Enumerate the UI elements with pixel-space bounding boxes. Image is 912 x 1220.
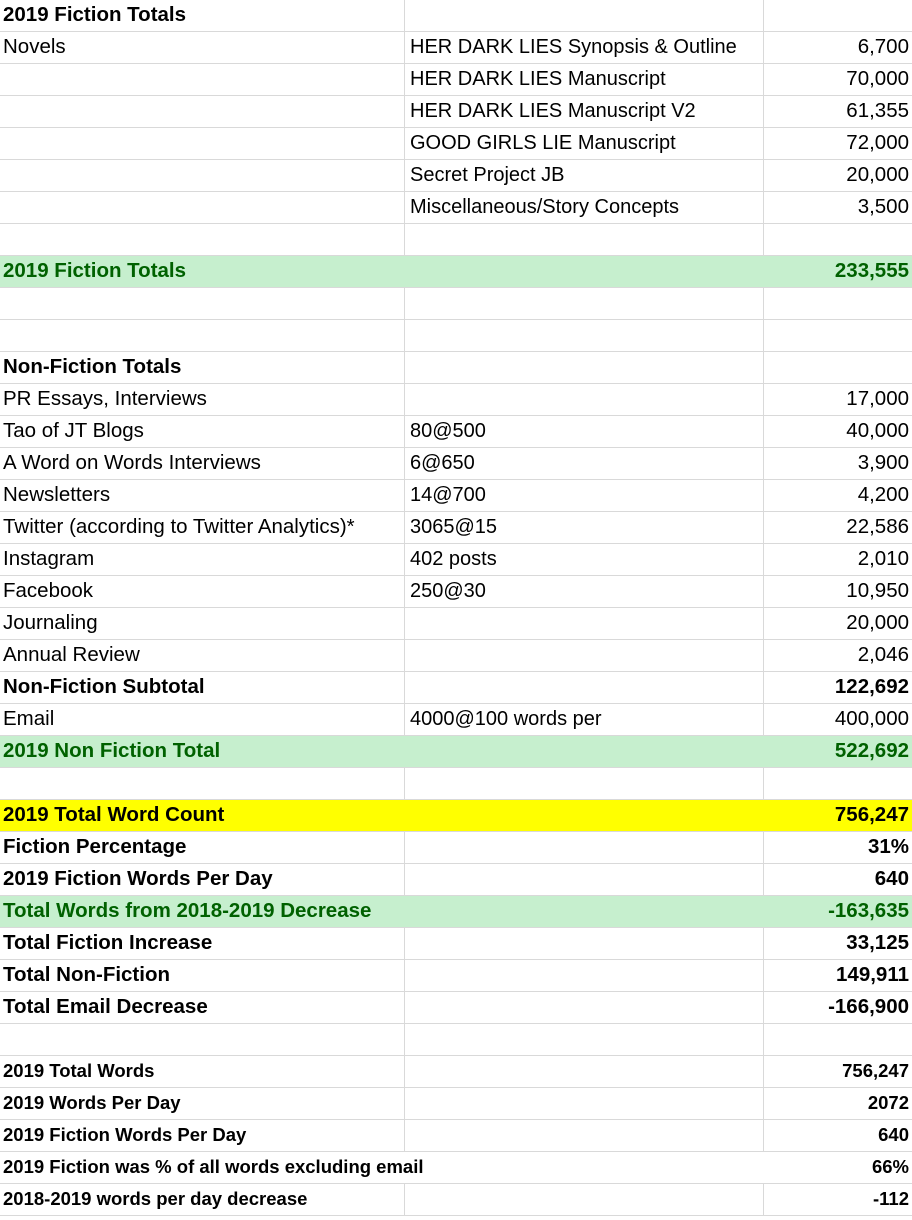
table-row <box>0 352 912 384</box>
cell-detail[interactable]: Secret Project JB <box>405 160 764 191</box>
cell-value[interactable]: 2,046 <box>857 643 909 666</box>
table-row <box>0 768 912 800</box>
cell-detail[interactable] <box>405 896 764 927</box>
table-row <box>0 896 912 928</box>
cell-detail[interactable] <box>405 384 764 415</box>
cell-detail[interactable] <box>405 768 764 799</box>
cell-detail[interactable]: 250@30 <box>405 576 764 607</box>
cell-label[interactable]: Total Fiction Increase <box>0 928 405 959</box>
cell-value[interactable]: 149,911 <box>836 963 909 986</box>
cell-detail[interactable] <box>405 1024 764 1055</box>
table-row <box>0 160 912 192</box>
cell-value[interactable]: 31% <box>867 835 909 858</box>
table-row <box>0 256 912 288</box>
cell-value[interactable] <box>764 1024 912 1055</box>
cell-label[interactable]: Facebook <box>0 576 405 607</box>
table-row <box>0 384 912 416</box>
cell-label[interactable]: Journaling <box>0 608 405 639</box>
cell-value[interactable] <box>764 320 912 351</box>
cell-detail[interactable] <box>405 1088 764 1119</box>
cell-detail[interactable]: HER DARK LIES Synopsis & Outline <box>405 32 764 63</box>
cell-value[interactable]: 3,900 <box>857 451 909 474</box>
table-row <box>0 448 912 480</box>
cell-label[interactable]: 2019 Total Word Count <box>0 800 405 831</box>
cell-label[interactable]: 2019 Fiction Totals <box>0 256 405 287</box>
table-row <box>0 32 912 64</box>
table-row <box>0 576 912 608</box>
table-row <box>0 288 912 320</box>
table-row <box>0 960 912 992</box>
table-row <box>0 416 912 448</box>
table-row <box>0 64 912 96</box>
cell-detail[interactable] <box>405 960 764 991</box>
cell-value[interactable]: 640 <box>874 867 909 890</box>
table-row <box>0 1184 912 1216</box>
cell-detail[interactable] <box>405 0 764 31</box>
cell-label[interactable]: 2019 Fiction Words Per Day <box>0 1120 405 1151</box>
cell-detail[interactable] <box>405 832 764 863</box>
cell-label[interactable]: 2019 Words Per Day <box>0 1088 405 1119</box>
table-row <box>0 224 912 256</box>
cell-detail[interactable]: GOOD GIRLS LIE Manuscript <box>405 128 764 159</box>
cell-detail[interactable] <box>405 352 764 383</box>
cell-detail[interactable]: 4000@100 words per <box>405 704 764 735</box>
cell-label[interactable] <box>0 224 405 255</box>
cell-detail[interactable] <box>405 256 764 287</box>
table-row <box>0 320 912 352</box>
cell-label[interactable]: Instagram <box>0 544 405 575</box>
cell-label[interactable] <box>0 96 405 127</box>
cell-label[interactable]: Tao of JT Blogs <box>0 416 405 447</box>
cell-detail[interactable] <box>405 672 764 703</box>
cell-value[interactable]: 17,000 <box>846 387 909 410</box>
table-row <box>0 128 912 160</box>
cell-value[interactable]: 640 <box>878 1124 909 1145</box>
cell-label[interactable] <box>0 288 405 319</box>
cell-detail[interactable] <box>405 928 764 959</box>
cell-label[interactable]: Total Email Decrease <box>0 992 405 1023</box>
cell-value[interactable]: 3,500 <box>857 195 909 218</box>
cell-value[interactable] <box>764 352 912 383</box>
cell-detail[interactable]: 80@500 <box>405 416 764 447</box>
cell-value[interactable]: 66% <box>871 1156 909 1177</box>
cell-label[interactable]: 2019 Fiction Words Per Day <box>0 864 405 895</box>
cell-detail[interactable] <box>405 1184 764 1215</box>
cell-value[interactable]: 756,247 <box>842 1060 909 1081</box>
cell-label[interactable]: Novels <box>0 32 405 63</box>
cell-detail[interactable] <box>405 800 764 831</box>
table-row <box>0 1120 912 1152</box>
cell-label[interactable] <box>0 160 405 191</box>
cell-detail[interactable]: HER DARK LIES Manuscript V2 <box>405 96 764 127</box>
table-row <box>0 992 912 1024</box>
cell-value[interactable]: -163,635 <box>828 899 909 922</box>
cell-detail[interactable]: 402 posts <box>405 544 764 575</box>
cell-value[interactable]: 4,200 <box>857 483 909 506</box>
cell-value[interactable] <box>764 0 912 31</box>
cell-label[interactable]: Newsletters <box>0 480 405 511</box>
table-row <box>0 640 912 672</box>
cell-label[interactable]: 2018-2019 words per day decrease <box>0 1184 405 1215</box>
table-row <box>0 800 912 832</box>
table-row <box>0 96 912 128</box>
cell-label[interactable]: Total Words from 2018-2019 Decrease <box>0 896 405 927</box>
cell-label[interactable]: 2019 Non Fiction Total <box>0 736 405 767</box>
cell-detail[interactable] <box>405 736 764 767</box>
cell-value[interactable] <box>764 288 912 319</box>
cell-value[interactable]: 122,692 <box>834 675 909 698</box>
table-row <box>0 512 912 544</box>
cell-label[interactable]: Email <box>0 704 405 735</box>
cell-label[interactable]: Total Non-Fiction <box>0 960 405 991</box>
cell-label[interactable]: Annual Review <box>0 640 405 671</box>
cell-value[interactable]: 233,555 <box>834 259 909 282</box>
cell-value[interactable]: 10,950 <box>846 579 909 602</box>
cell-detail[interactable]: 6@650 <box>405 448 764 479</box>
cell-label[interactable] <box>0 128 405 159</box>
cell-detail[interactable] <box>405 608 764 639</box>
table-row <box>0 832 912 864</box>
cell-label[interactable]: Twitter (according to Twitter Analytics)* <box>0 512 405 543</box>
table-row <box>0 1024 912 1056</box>
cell-detail[interactable]: 3065@15 <box>405 512 764 543</box>
cell-detail[interactable]: Miscellaneous/Story Concepts <box>405 192 764 223</box>
cell-detail[interactable]: HER DARK LIES Manuscript <box>405 64 764 95</box>
table-row <box>0 480 912 512</box>
table-row <box>0 864 912 896</box>
cell-value[interactable]: 6,700 <box>857 35 909 58</box>
cell-detail[interactable] <box>405 224 764 255</box>
table-row <box>0 736 912 768</box>
cell-detail[interactable] <box>405 288 764 319</box>
cell-value[interactable]: -112 <box>872 1188 909 1209</box>
table-row <box>0 672 912 704</box>
table-row <box>0 1088 912 1120</box>
table-row <box>0 704 912 736</box>
table-row <box>0 928 912 960</box>
cell-detail[interactable] <box>405 992 764 1023</box>
cell-detail[interactable] <box>405 320 764 351</box>
table-row <box>0 544 912 576</box>
cell-value[interactable]: 72,000 <box>846 131 909 154</box>
cell-value[interactable]: 522,692 <box>834 739 909 762</box>
cell-value[interactable]: -166,900 <box>828 995 909 1018</box>
cell-value[interactable]: 20,000 <box>846 611 909 634</box>
cell-value[interactable]: 40,000 <box>846 419 909 442</box>
cell-label[interactable]: Non-Fiction Subtotal <box>0 672 405 703</box>
cell-value[interactable]: 61,355 <box>846 99 909 122</box>
cell-label[interactable] <box>0 1024 405 1055</box>
cell-label[interactable]: Non-Fiction Totals <box>0 352 405 383</box>
cell-label[interactable]: A Word on Words Interviews <box>0 448 405 479</box>
cell-value[interactable]: 400,000 <box>834 707 909 730</box>
cell-label[interactable]: Fiction Percentage <box>0 832 405 863</box>
cell-detail[interactable] <box>405 1120 764 1151</box>
cell-value[interactable]: 33,125 <box>846 931 909 954</box>
cell-label[interactable] <box>0 320 405 351</box>
cell-value[interactable]: 2,010 <box>857 547 909 570</box>
cell-detail[interactable] <box>405 864 764 895</box>
cell-label[interactable] <box>0 192 405 223</box>
cell-value[interactable]: 70,000 <box>846 67 909 90</box>
cell-value[interactable]: 2072 <box>867 1092 909 1113</box>
cell-value[interactable]: 20,000 <box>846 163 909 186</box>
cell-label[interactable]: 2019 Total Words <box>0 1056 405 1087</box>
cell-value[interactable] <box>764 224 912 255</box>
cell-label[interactable]: 2019 Fiction was % of all words excluding email <box>3 1156 424 1177</box>
cell-detail[interactable] <box>405 1056 764 1087</box>
cell-value[interactable] <box>764 768 912 799</box>
table-row <box>0 1152 912 1184</box>
cell-label[interactable]: 2019 Fiction Totals <box>0 0 405 31</box>
cell-label[interactable]: PR Essays, Interviews <box>0 384 405 415</box>
table-row <box>0 1056 912 1088</box>
table-row <box>0 0 912 32</box>
table-row <box>0 608 912 640</box>
cell-value[interactable]: 756,247 <box>834 803 909 826</box>
cell-detail[interactable] <box>405 640 764 671</box>
cell-detail[interactable]: 14@700 <box>405 480 764 511</box>
table-row <box>0 192 912 224</box>
cell-label[interactable] <box>0 64 405 95</box>
cell-label[interactable] <box>0 768 405 799</box>
cell-value[interactable]: 22,586 <box>846 515 909 538</box>
